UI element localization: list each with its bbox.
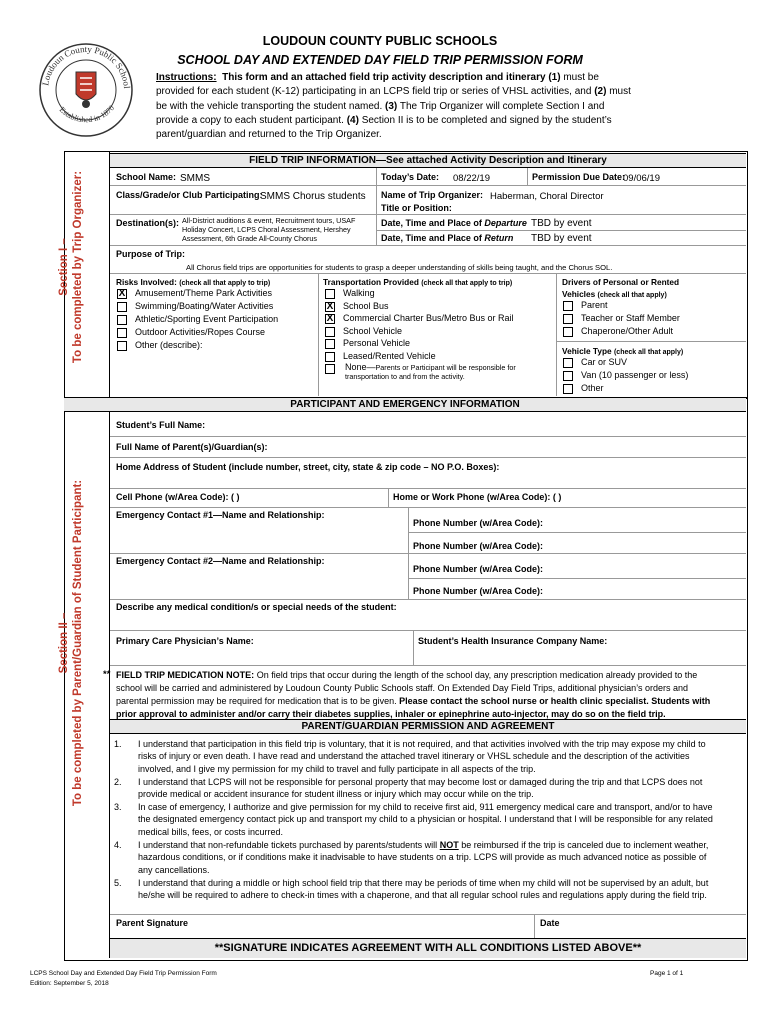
footer-page-number: Page 1 of 1	[650, 970, 684, 977]
instructions-n3: (3)	[385, 100, 398, 112]
home-address-label: Home Address of Student (include number, street, city, state & zip code – NO P.O. Boxes):	[116, 462, 500, 472]
class-label: Class/Grade/or Club Participating:	[116, 190, 263, 200]
medication-note-body: On field trips that occur during the length of the school day, any prescription medication already provided to the school will be carried and administered by Loudoun County Public Schools staff. On Extended Day Field Trips, additional physician’s orders and parental permission may be required for medication that is to be given.	[116, 670, 698, 706]
permission-due-label: Permission Due Date:	[532, 172, 626, 182]
ec2-phone-label: Phone Number (w/Area Code):	[413, 564, 544, 574]
signature-date-field[interactable]: Date	[540, 918, 560, 928]
transport-checkbox-6[interactable]	[325, 352, 335, 362]
transport-label-4: School Vehicle	[343, 325, 403, 336]
purpose-field[interactable]: All Chorus field trips are opportunities for students to grasp a deeper understanding of skills being taught, and the Chorus SOL.	[186, 263, 613, 272]
transport-label: Transportation Provided (check all that apply to trip)	[323, 277, 513, 287]
school-name-field[interactable]: SMMS	[180, 173, 210, 184]
vehicle-type-label-1: Car or SUV	[581, 357, 628, 367]
destination-field[interactable]: All-District auditions & event, Recruitment tours, USAF Holiday Concert, LCPS Choral Assessment, Hershey Assessment, 6th Grade All-County Chorus	[182, 216, 356, 243]
driver-label-3: Chaperone/Other Adult	[581, 326, 674, 336]
driver-checkbox-3[interactable]	[563, 327, 573, 337]
footer-left	[30, 969, 217, 989]
footer-form-name: LCPS School Day and Extended Day Field Trip Permission Form	[30, 970, 217, 977]
agreement-band: PARENT/GUARDIAN PERMISSION AND AGREEMENT	[110, 719, 746, 734]
agreement-item-4: 4. I understand that non-refundable tickets purchased by parents/students will NOT be reimbursed if the trip is canceled due to inclement weather, hazardous conditions, or if conditions make it inadvisable to have students on a trip. LCPS will provide as much advanced notice as possible of any cancellations.	[114, 840, 709, 875]
cell-phone-label: Cell Phone (w/Area Code): ( )	[116, 492, 240, 502]
drivers-label: Drivers of Personal or Rented	[562, 277, 680, 287]
vehicle-type-label-2: Van (10 passenger or less)	[581, 370, 689, 380]
instructions-label: Instructions:	[156, 72, 217, 83]
physician-label: Primary Care Physician’s Name:	[116, 636, 254, 646]
instructions-p2: must be provided for each student (K-12) participating in an LCPS field trip or series of VHSL activities, and	[156, 72, 599, 98]
vehicle-type-checkbox-2[interactable]	[563, 371, 573, 381]
driver-checkbox-2[interactable]	[563, 314, 573, 324]
transport-label-6: Leased/Rented Vehicle	[343, 351, 436, 361]
student-name-label: Student’s Full Name:	[116, 420, 206, 430]
return-field[interactable]: TBD by event	[531, 233, 592, 244]
risk-label-4: Outdoor Activities/Ropes Course	[135, 327, 266, 337]
medical-label: Describe any medical condition/s or special needs of the student:	[116, 602, 397, 612]
risk-label-3: Athletic/Sporting Event Participation	[135, 314, 279, 324]
transport-checkbox-5[interactable]	[325, 339, 335, 349]
note-asterisks: **	[103, 669, 111, 680]
risk-label-2: Swimming/Boating/Water Activities	[135, 301, 274, 311]
school-name-label: School Name:	[116, 172, 177, 182]
vehicle-type-label-3: Other	[581, 383, 604, 393]
agreement-item-2: 2. I understand that LCPS will not be responsible for personal property that may become lost or damaged during the trip and that LCPS does not provide medical or accident insurance for student illness or injury which may occur while on the trip.	[114, 777, 703, 800]
parent-signature-field[interactable]: Parent Signature	[116, 918, 189, 928]
transport-checkbox-3[interactable]: X	[326, 313, 334, 325]
instructions-n2: (2)	[594, 86, 607, 98]
transport-label-1: Walking	[343, 288, 375, 298]
transport-checkbox-2[interactable]: X	[326, 300, 334, 312]
instructions-p3: must be with the vehicle transporting the student named.	[156, 86, 631, 112]
section1-box	[64, 151, 748, 399]
transport-label-3: Commercial Charter Bus/Metro Bus or Rail	[343, 313, 514, 324]
home-phone-label: Home or Work Phone (w/Area Code): ( )	[393, 492, 562, 502]
section1-side-label-2: To be completed by Trip Organizer:	[72, 170, 84, 364]
departure-label: Date, Time and Place of Departure	[381, 218, 527, 228]
transport-checkbox-4[interactable]	[325, 327, 335, 337]
ec1-phone-label: Phone Number (w/Area Code):	[413, 518, 544, 528]
document-title: LOUDOUN COUNTY PUBLIC SCHOOLS	[262, 34, 498, 48]
emergency-contact-1-label: Emergency Contact #1—Name and Relationship:	[116, 510, 325, 520]
instructions-n1: (1)	[548, 72, 561, 83]
insurance-label: Student’s Health Insurance Company Name:	[418, 636, 608, 646]
todays-date-label: Today’s Date:	[381, 172, 440, 182]
departure-field[interactable]: TBD by event	[531, 218, 592, 229]
section2-side-label-1: Section II –	[58, 612, 70, 674]
medication-note-heading: FIELD TRIP MEDICATION NOTE:	[116, 670, 255, 680]
permission-due-field[interactable]: 09/06/19	[623, 173, 660, 184]
driver-label-1: Parent	[581, 300, 608, 310]
instructions-p4: The Trip Organizer will complete Section I and provide a copy to each student participant.	[156, 100, 605, 126]
risk-checkbox-2[interactable]	[117, 302, 127, 312]
vehicle-type-checkbox-3[interactable]	[563, 384, 573, 394]
driver-checkbox-1[interactable]	[563, 301, 573, 311]
purpose-label: Purpose of Trip:	[116, 249, 186, 259]
svg-text:Loudoun County Public Schools: Loudoun County Public School	[40, 43, 132, 89]
document-subtitle: SCHOOL DAY AND EXTENDED DAY FIELD TRIP PERMISSION FORM	[177, 53, 583, 67]
risk-checkbox-4[interactable]	[117, 328, 127, 338]
signature-agreement-band: **SIGNATURE INDICATES AGREEMENT WITH ALL CONDITIONS LISTED ABOVE**	[110, 938, 746, 958]
emergency-contact-2-label: Emergency Contact #2—Name and Relationship:	[116, 556, 325, 566]
drivers-label-2: Vehicles (check all that apply)	[562, 289, 667, 299]
agreement-item-3: 3. In case of emergency, I authorize and give permission for my child to receive first aid, 911 emergency medical care and transport, and/or to have the designated emergency contact pick up and transport my child to a physician or hospital. I understand that I will be responsible for any related medical bills, fees, or costs incurred.	[114, 802, 713, 837]
section1-side-label-1: Section I –	[58, 238, 70, 296]
instructions-p1: This form and an attached field trip activity description and itinerary	[222, 72, 546, 83]
participant-info-band: PARTICIPANT AND EMERGENCY INFORMATION	[64, 397, 746, 412]
todays-date-field[interactable]: 08/22/19	[453, 173, 490, 184]
risk-label-1: Amusement/Theme Park Activities	[135, 288, 273, 298]
instructions-n4: (4)	[346, 114, 359, 126]
section2-side-label-2: To be completed by Parent/Guardian of Student Participant:	[72, 479, 84, 807]
transport-none-label: None—Parents or Participant will be responsible for transportation to and from the activity.	[345, 362, 516, 381]
vehicle-type-checkbox-1[interactable]	[563, 358, 573, 368]
svg-text:Established in 1870: Established in 1870	[57, 103, 117, 125]
agreement-item-1: 1. I understand that participation in this field trip is voluntary, that it is not required, and that activities involved with the trip may expose my child to risks of injury or even death. I have read and understand the attached travel itinerary or VHSL schedule and the description of the activities involved, and I give my permission for my child to travel and fully participate in all aspects of the trip.	[114, 739, 706, 774]
risks-label: Risks Involved: (check all that apply to trip)	[116, 277, 271, 287]
field-trip-info-band: FIELD TRIP INFORMATION—See attached Activity Description and Itinerary	[110, 153, 746, 168]
parent-name-label: Full Name of Parent(s)/Guardian(s):	[116, 442, 268, 452]
school-seal-logo	[38, 42, 134, 138]
footer-edition: Edition: September 5, 2018	[30, 980, 109, 987]
medication-note	[116, 669, 716, 721]
transport-none-checkbox[interactable]	[325, 364, 335, 374]
destination-label: Destination(s):	[116, 218, 179, 228]
agreement-item-5: 5. I understand that during a middle or high school field trip that there may be periods of time when my child will not be supervised by an adult, but he/she will be required to adhere to check-in times with a chaperone, and that all regular school rules and regulations apply during the field trip.	[114, 878, 709, 901]
risk-checkbox-5[interactable]	[117, 341, 127, 351]
driver-label-2: Teacher or Staff Member	[581, 313, 680, 323]
ec2-phone2-label: Phone Number (w/Area Code):	[413, 586, 544, 596]
return-label: Date, Time and Place of Return	[381, 233, 514, 243]
instructions	[156, 71, 636, 142]
transport-label-5: Personal Vehicle	[343, 338, 411, 349]
instructions-p5: Section II is to be completed and signed by the student’s parent/guardian and returned to the Trip Organizer.	[156, 114, 612, 141]
risk-label-5: Other (describe):	[135, 340, 203, 350]
vehicle-type-label: Vehicle Type (check all that apply)	[562, 346, 684, 356]
ec1-phone2-label: Phone Number (w/Area Code):	[413, 541, 544, 551]
risk-checkbox-1[interactable]: X	[118, 288, 126, 299]
transport-label-2: School Bus	[343, 300, 389, 311]
class-field[interactable]: SMMS Chorus students	[260, 191, 366, 202]
risk-checkbox-3[interactable]	[117, 315, 127, 325]
organizer-field[interactable]: Haberman, Choral Director	[490, 191, 604, 202]
medication-note-bold: Please contact the school nurse or health clinic specialist. Students with prior approval to administer and/or carry their diabetes supplies, inhaler or epinephrine auto-injector, may do so on the field trip.	[116, 696, 711, 719]
title-position-label: Title or Position:	[381, 203, 452, 213]
organizer-label: Name of Trip Organizer:	[381, 190, 484, 200]
transport-checkbox-1[interactable]	[325, 289, 335, 299]
